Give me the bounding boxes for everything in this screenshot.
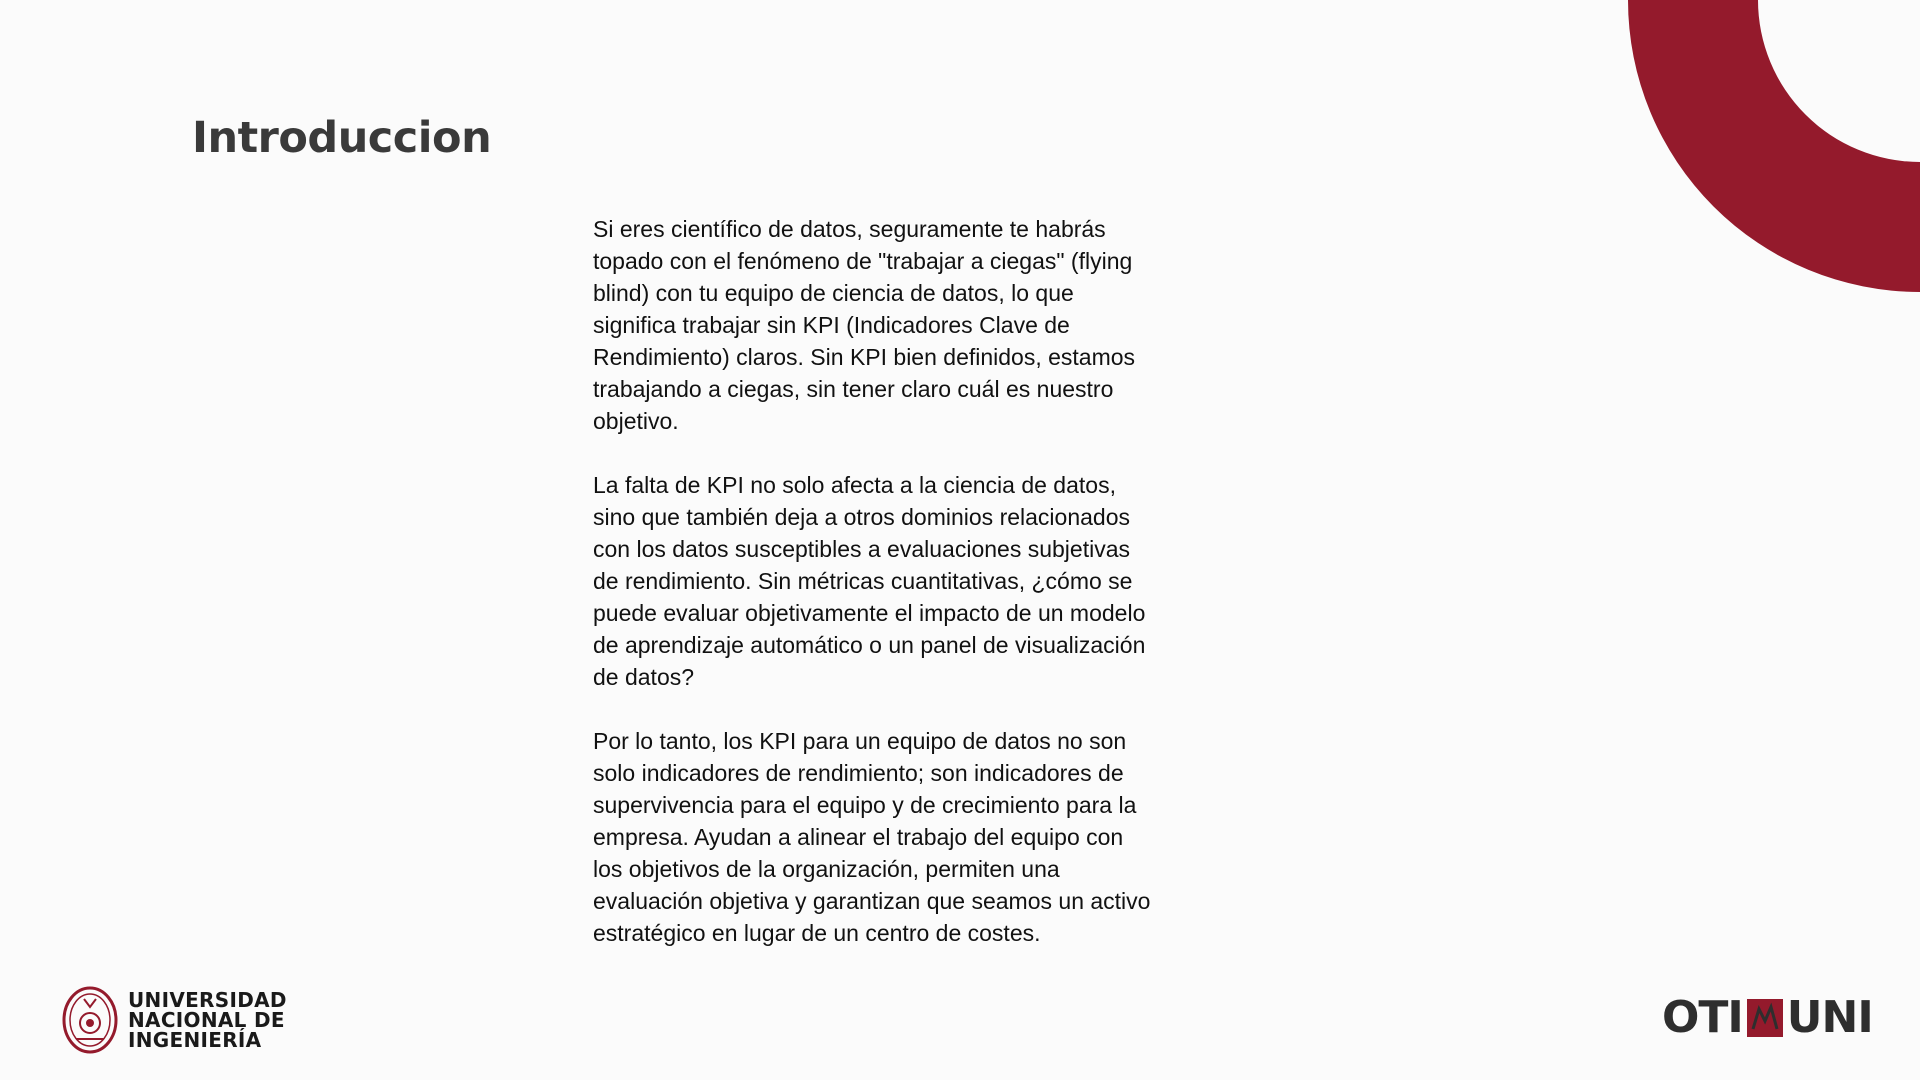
university-seal-icon xyxy=(62,985,118,1055)
university-name-line2: NACIONAL DE xyxy=(128,1008,285,1032)
body-text xyxy=(593,213,1153,981)
corner-arc-decoration xyxy=(1628,0,1920,292)
oti-emblem-icon xyxy=(1747,999,1783,1037)
university-name-line1: UNIVERSIDAD xyxy=(128,988,287,1012)
university-name-line3: INGENIERÍA xyxy=(128,1028,262,1052)
paragraph-3: Por lo tanto, los KPI para un equipo de datos no son solo indicadores de rendimiento; son indicadores de supervivencia para el equipo y de crecimiento para la empresa. Ayudan a alinear el trabajo del equipo con los objetivos de la organización, permiten una evaluación objetiva y garantizan que seamos un activo estratégico en lugar de un centro de costes. xyxy=(593,728,1151,946)
paragraph-1: Si eres científico de datos, seguramente te habrás topado con el fenómeno de "trabajar a ciegas" (flying blind) con tu equipo de ciencia de datos, lo que significa trabajar sin KPI (Indicadores Clave de Rendimiento) claros. Sin KPI bien definidos, estamos trabajando a ciegas, sin tener claro cuál es nuestro objetivo. xyxy=(593,216,1136,434)
university-logo xyxy=(62,985,287,1055)
paragraph-2: La falta de KPI no solo afecta a la ciencia de datos, sino que también deja a otros dominios relacionados con los datos susceptibles a evaluaciones subjetivas de rendimiento. Sin métricas cuantitativas, ¿cómo se puede evaluar objetivamente el impacto de un modelo de aprendizaje automático o un panel de visualización de datos? xyxy=(593,472,1146,690)
university-name xyxy=(128,990,287,1050)
uni-text: UNI xyxy=(1786,992,1873,1043)
oti-text: OTI xyxy=(1662,992,1743,1043)
slide-title: Introduccion xyxy=(192,113,492,163)
oti-uni-logo xyxy=(1662,992,1873,1043)
